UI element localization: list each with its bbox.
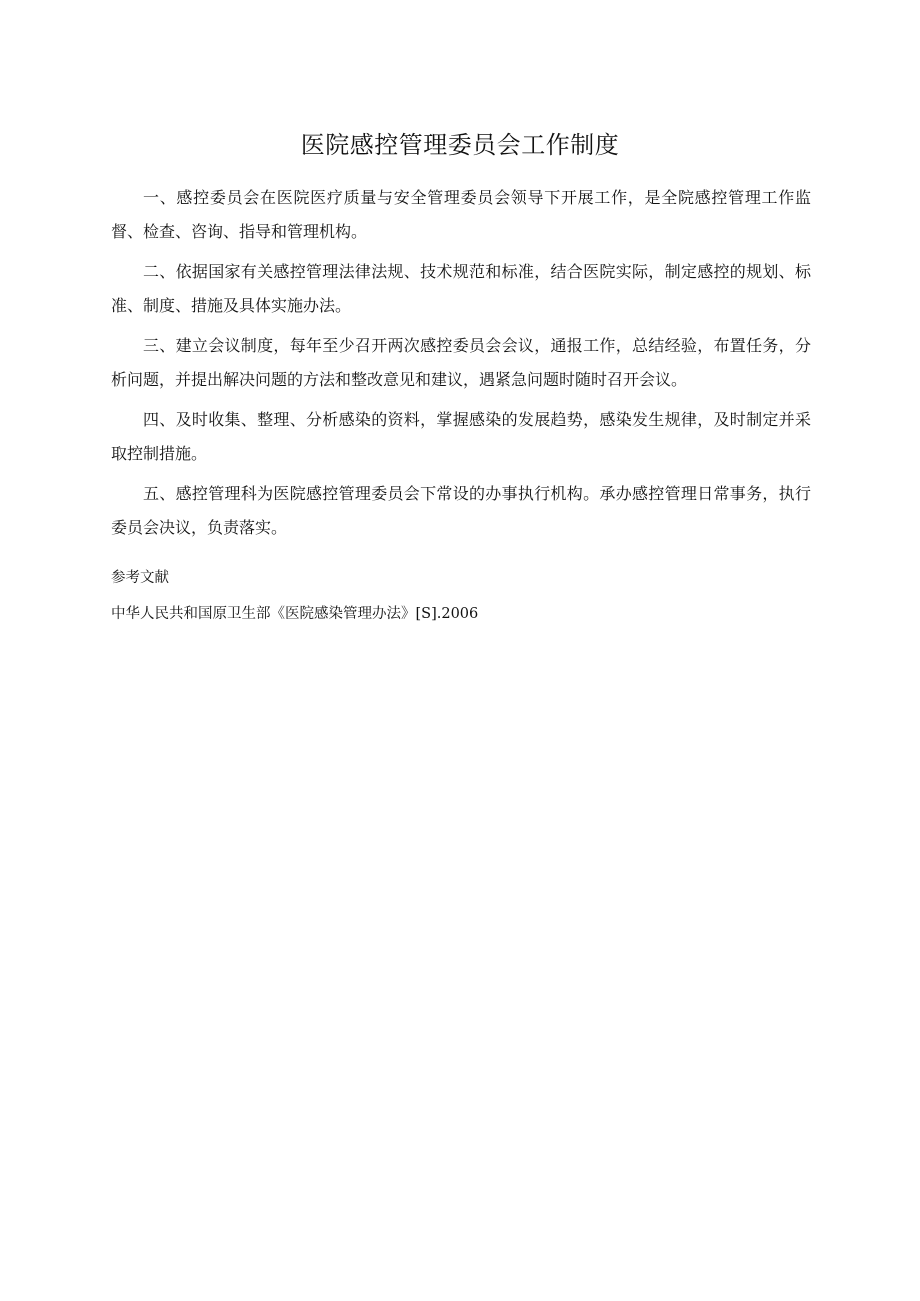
document-body <box>111 181 811 551</box>
references-heading: 参考文献 <box>111 570 169 586</box>
paragraph-2: 二、依据国家有关感控管理法律法规、技术规范和标准，结合医院实际，制定感控的规划、标准、制度、措施及具体实施办法。 <box>111 262 811 315</box>
document-title: 医院感控管理委员会工作制度 <box>300 131 620 159</box>
reference-item: 中华人民共和国原卫生部《医院感染管理办法》[S].2006 <box>111 606 479 622</box>
references-section <box>111 566 811 626</box>
paragraph-5: 五、感控管理科为医院感控管理委员会下常设的办事执行机构。承办感控管理日常事务，执行委员会决议，负责落实。 <box>111 484 811 537</box>
paragraph-3: 三、建立会议制度，每年至少召开两次感控委员会会议，通报工作，总结经验，布置任务，分析问题，并提出解决问题的方法和整改意见和建议，遇紧急问题时随时召开会议。 <box>111 336 811 389</box>
paragraph-1: 一、感控委员会在医院医疗质量与安全管理委员会领导下开展工作，是全院感控管理工作监督、检查、咨询、指导和管理机构。 <box>111 188 811 241</box>
paragraph-4: 四、及时收集、整理、分析感染的资料，掌握感染的发展趋势，感染发生规律，及时制定并采取控制措施。 <box>111 410 811 463</box>
